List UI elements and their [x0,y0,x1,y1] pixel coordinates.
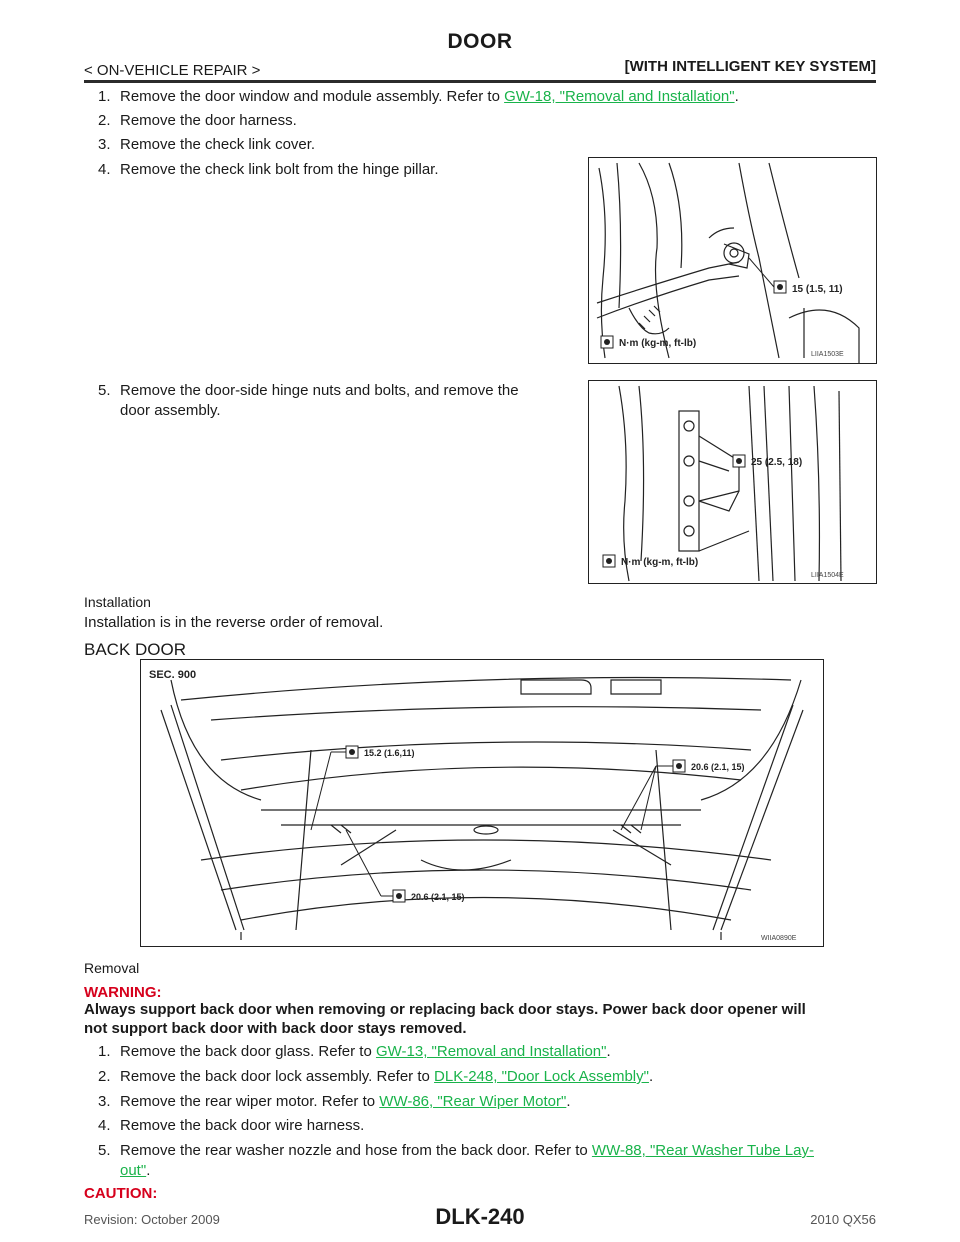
warning-line-1: Always support back door when removing or replacing back door stays. Power back door opener will [84,1001,806,1018]
section-heading-back-door: BACK DOOR [84,640,187,659]
header-rule [84,80,876,83]
torque-label-2: 25 (2.5, 18) [751,457,803,468]
torque-label-left: 15.2 (1.6,11) [364,748,415,758]
check-link-illustration [589,158,876,363]
door-step-5: 5. Remove the door-side hinge nuts and bolts, and remove the [98,382,519,399]
warning-label: WARNING: [84,984,162,1001]
footer-page-number: DLK-240 [435,1204,525,1229]
torque-label-bottom: 20.6 (2.1, 15) [411,892,465,902]
back-step-5: 5. Remove the rear washer nozzle and hose from the back door. Refer to WW-88, "Rear Washer Tube Lay- [98,1142,814,1159]
installation-heading: Installation [84,594,151,610]
back-step-5-cont: out". [120,1162,151,1179]
caution-label: CAUTION: [84,1185,158,1202]
back-step-4: 4. Remove the back door wire harness. [98,1117,365,1134]
figure-code-3: WIIA0890E [761,935,797,942]
link-ww-88-cont[interactable]: out" [120,1162,147,1179]
figure-check-link [588,157,877,364]
figure-code-1: LIIA1503E [811,351,844,358]
link-gw-13[interactable]: GW-13, "Removal and Installation" [375,1043,607,1060]
system-label: [WITH INTELLIGENT KEY SYSTEM] [624,58,876,75]
door-step-4: 4. Remove the check link bolt from the hinge pillar. [98,161,439,178]
link-dlk-248[interactable]: DLK-248, "Door Lock Assembly" [434,1068,649,1085]
breadcrumb: < ON-VEHICLE REPAIR > [84,62,261,79]
sec-label: SEC. 900 [149,669,197,681]
figure-code-2: LIIA1504E [811,572,844,579]
installation-text: Installation is in the reverse order of removal. [84,614,384,631]
footer-model: 2010 QX56 [810,1212,876,1227]
footer-revision: Revision: October 2009 [84,1212,220,1227]
hinge-illustration [589,381,876,583]
torque-label-1: 15 (1.5, 11) [792,284,843,295]
door-step-2: 2. Remove the door harness. [98,112,297,129]
back-step-2: 2. Remove the back door lock assembly. Refer to DLK-248, "Door Lock Assembly". [98,1068,654,1085]
removal-heading: Removal [84,960,140,976]
unit-label-2: N·m (kg-m, ft-lb) [621,557,699,568]
link-ww-86[interactable]: WW-86, "Rear Wiper Motor" [379,1093,567,1110]
back-door-illustration [141,660,823,946]
figure-back-door [140,659,824,947]
back-step-3: 3. Remove the rear wiper motor. Refer to WW-86, "Rear Wiper Motor". [98,1093,571,1110]
back-step-1: 1. Remove the back door glass. Refer to GW-13, "Removal and Installation". [98,1043,611,1060]
figure-hinge [588,380,877,584]
link-ww-88[interactable]: WW-88, "Rear Washer Tube Lay- [591,1142,814,1159]
link-gw-18[interactable]: GW-18, "Removal and Installation" [504,88,735,105]
door-step-5-cont: door assembly. [120,402,221,419]
door-step-3: 3. Remove the check link cover. [98,136,316,153]
warning-line-2: not support back door with back door stays removed. [84,1020,467,1037]
page-title: DOOR [447,30,513,53]
door-step-1: 1. Remove the door window and module assembly. Refer to GW-18, "Removal and Installation". [98,88,739,105]
unit-label-1: N·m (kg-m, ft-lb) [619,338,697,349]
torque-label-right: 20.6 (2.1, 15) [691,762,745,772]
